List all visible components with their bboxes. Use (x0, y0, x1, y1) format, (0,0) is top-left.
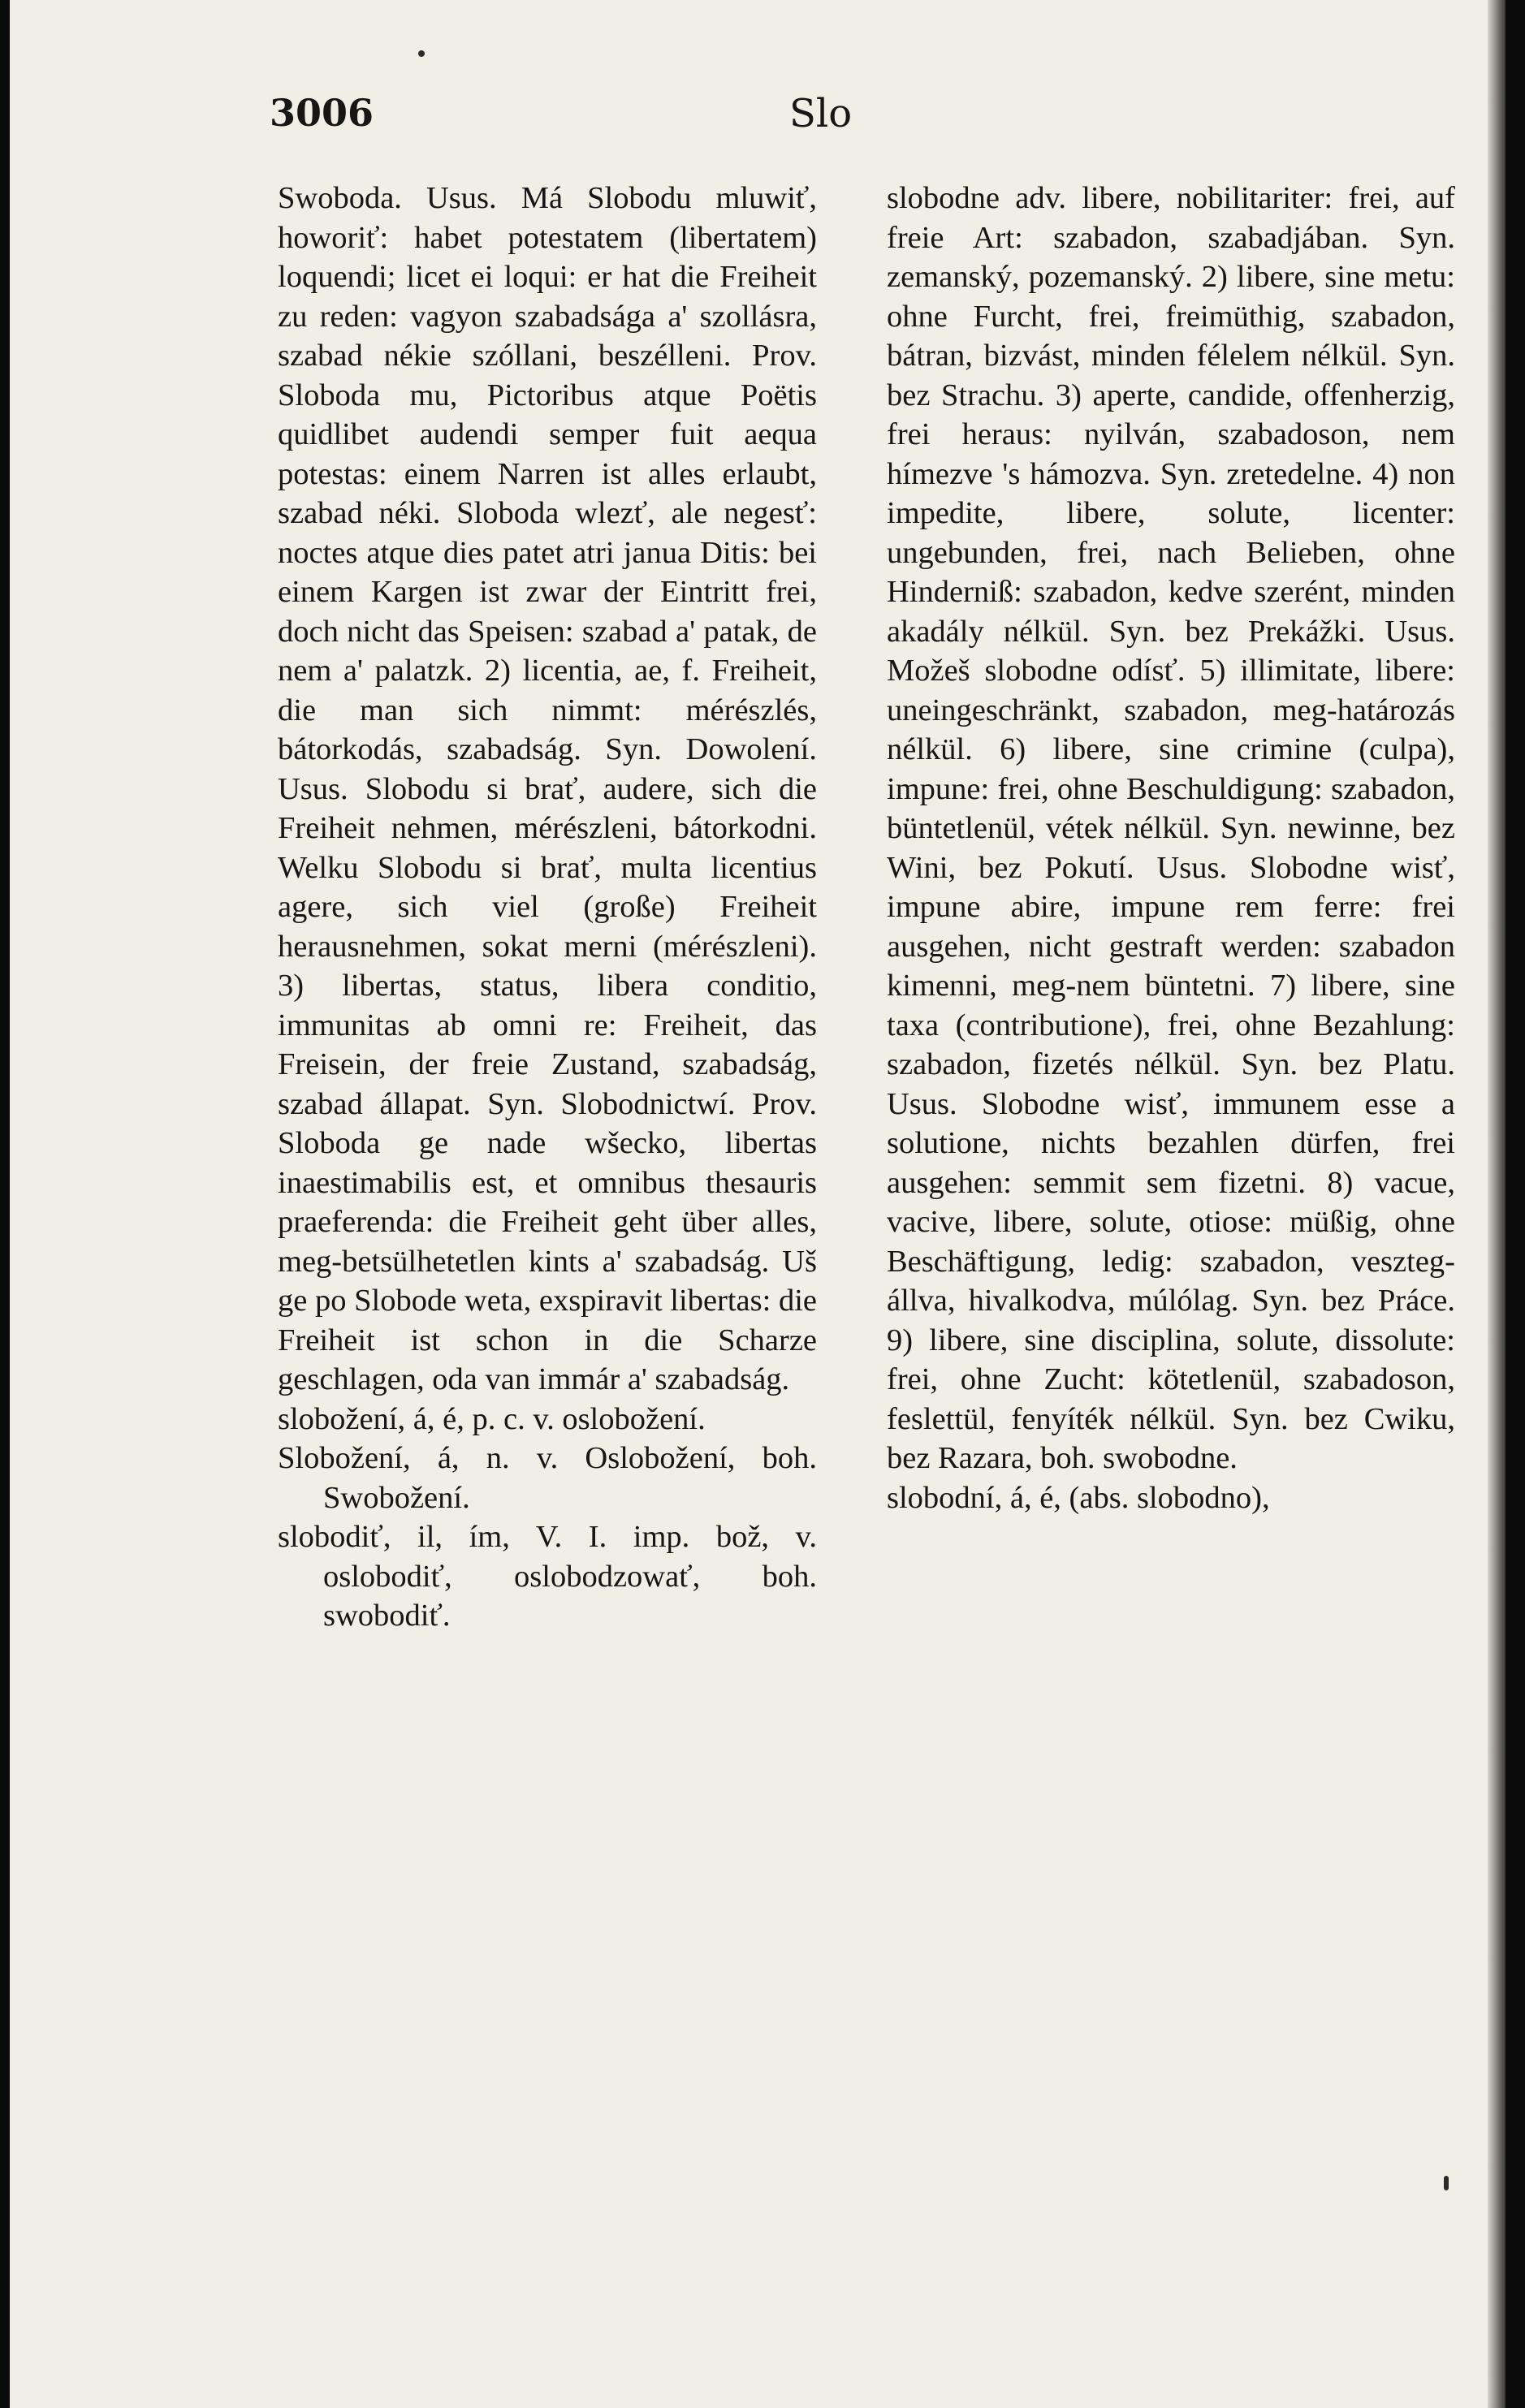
page-number: 3006 (270, 91, 374, 135)
entry-slobozeni-adj: slobožení, á, é, p. c. v. oslobožení. (278, 1401, 706, 1436)
entry-slobozeni-noun: Slobožení, á, n. v. Oslobožení, boh. Swobožení. (278, 1441, 817, 1515)
entry-slobodni: slobodní, á, é, (abs. slobodno), (887, 1480, 1270, 1515)
ink-speck (1444, 2176, 1449, 2190)
dictionary-page (10, 0, 1506, 2408)
entry-swoboda: Swoboda. Usus. Má Slobodu mluwiť, howoriť: habet potestatem (libertatem) loquendi; licet ei loqui: er hat die Freiheit zu reden: vagyon szabadsága a' szollásra, szabad nékie szóllani, beszélleni. Prov. Sloboda mu, Pictoribus atque Poëtis quidlibet audendi semper fuit aequa potestas: einem Narren ist alles erlaubt, szabad néki. Sloboda wlezť, ale negesť: noctes atque dies patet atri janua Ditis: bei einem Kargen ist zwar der Eintritt frei, doch nicht das Speisen: szabad a' patak, de nem a' palatzk. 2) licentia, ae, f. Freiheit, die man sich nimmt: mérészlés, bátorkodás, szabadság. Syn. Dowolení. Usus. Slobodu si brať, audere, sich die Freiheit nehmen, mérészleni, bátorkodni. Welku Slobodu si brať, multa licentius agere, sich viel (große) Freiheit herausnehmen, sokat merni (mérészleni). 3) libertas, status, libera conditio, immunitas ab omni re: Freiheit, das Freisein, der freie Zustand, szabadság, szabad állapat. Syn. Slobodnictwí. Prov. Sloboda ge nade wšecko, libertas inaestimabilis est, et omnibus thesauris praeferenda: die Freiheit geht über alles, meg-betsülhetetlen kints a' szabadság. Uš ge po Slobode weta, exspiravit libertas: die Freiheit ist schon in die Scharze geschlagen, oda van immár a' szabadság. (278, 181, 817, 1396)
ink-speck (418, 50, 425, 57)
entry-slobodit: slobodiť, il, ím, V. I. imp. bož, v. oslobodiť, oslobodzowať, boh. swobodiť. (278, 1520, 817, 1633)
left-column (278, 179, 817, 1636)
entry-slobodne: slobodne adv. libere, nobilitariter: frei, auf freie Art: szabadon, szabadjában. Syn. zemanský, pozemanský. 2) libere, sine metu: ohne Furcht, frei, freimüthig, szabadon, bátran, bizvást, minden félelem nélkül. Syn. bez Strachu. 3) aperte, candide, offenherzig, frei heraus: nyilván, szabadoson, nem hímezve 's hámozva. Syn. zretedelne. 4) non impedite, libere, solute, licenter: ungebunden, frei, nach Belieben, ohne Hinderniß: szabadon, kedve szerént, minden akadály nélkül. Syn. bez Prekážki. Usus. Možeš slobodne odísť. 5) illimitate, libere: uneingeschränkt, szabadon, meg-határozás nélkül. 6) libere, sine crimine (culpa), impune: frei, ohne Beschuldigung: szabadon, büntetlenül, vétek nélkül. Syn. newinne, bez Wini, bez Pokutí. Usus. Slobodne wisť, impune abire, impune rem ferre: frei ausgehen, nicht gestraft werden: szabadon kimenni, meg-nem büntetni. 7) libere, sine taxa (contributione), frei, ohne Bezahlung: szabadon, fizetés nélkül. Syn. bez Platu. Usus. Slobodne wisť, immunem esse a solutione, nichts bezahlen dürfen, frei ausgehen: semmit sem fizetni. 8) vacue, vacive, libere, solute, otiose: müßig, ohne Beschäftigung, ledig: szabadon, veszteg-állva, hivalkodva, múlólag. Syn. bez Práce. 9) libere, sine disciplina, solute, dissolute: frei, ohne Zucht: kötetlenül, szabadoson, feslettül, fenyíték nélkül. Syn. bez Cwiku, bez Razara, boh. swobodne. (887, 181, 1455, 1475)
running-head: Slo (789, 91, 853, 136)
page-header (10, 91, 1506, 140)
book-spine-shadow (1488, 0, 1506, 2408)
right-column (887, 179, 1455, 1517)
